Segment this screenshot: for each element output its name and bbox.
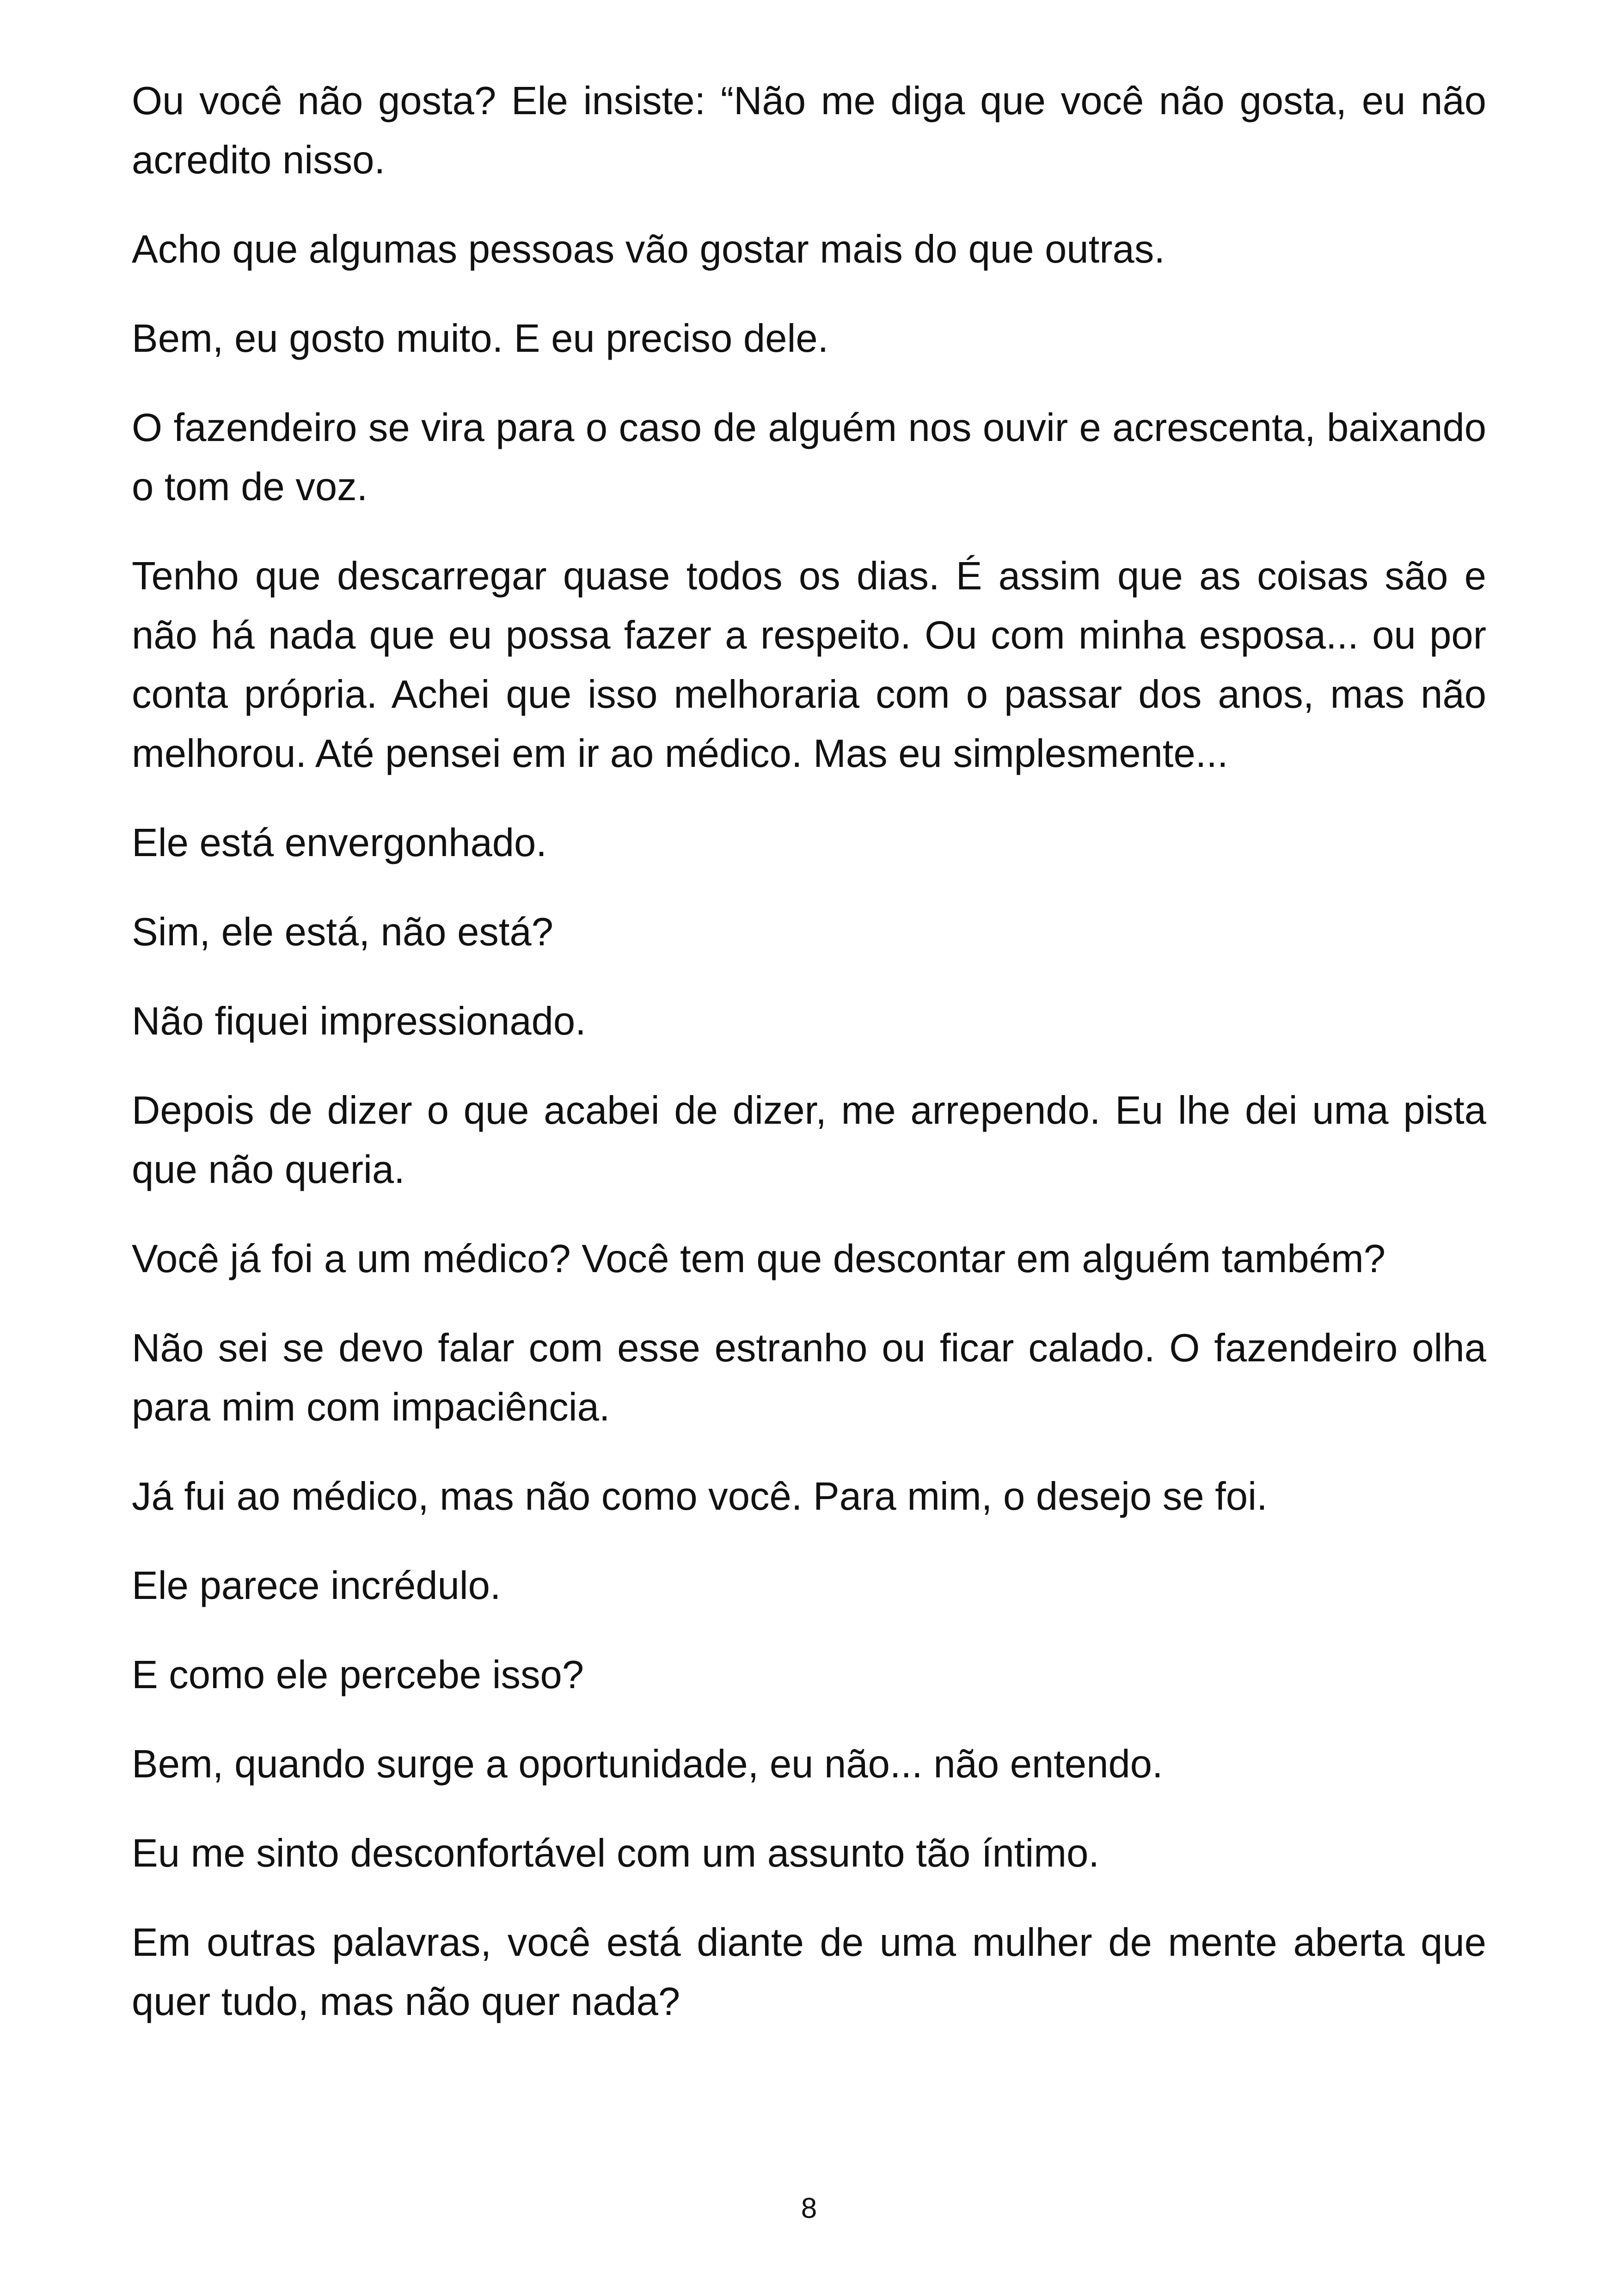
paragraph: Tenho que descarregar quase todos os dias. É assim que as coisas são e não há nada que eu possa fazer a respeito. Ou com minha esposa... ou por conta própria. Achei que isso melhoraria com o passar dos anos, mas não melhorou. Até pensei em ir ao médico. Mas eu simplesmente... bbox=[132, 554, 1486, 776]
paragraph: Ou você não gosta? Ele insiste: “Não me diga que você não gosta, eu não acredito nisso. bbox=[132, 79, 1486, 182]
paragraph: Eu me sinto desconfortável com um assunto tão íntimo. bbox=[132, 1831, 1099, 1875]
page-number: 8 bbox=[801, 2192, 817, 2224]
paragraph: Bem, quando surge a oportunidade, eu não... não entendo. bbox=[132, 1742, 1163, 1786]
paragraph: Bem, eu gosto muito. E eu preciso dele. bbox=[132, 317, 829, 361]
paragraph: Você já foi a um médico? Você tem que descontar em alguém também? bbox=[132, 1237, 1386, 1281]
paragraph: Acho que algumas pessoas vão gostar mais do que outras. bbox=[132, 227, 1165, 271]
paragraph: Depois de dizer o que acabei de dizer, me arrependo. Eu lhe dei uma pista que não queria. bbox=[132, 1089, 1486, 1192]
paragraph: Não fiquei impressionado. bbox=[132, 999, 586, 1043]
paragraph: Ele está envergonhado. bbox=[132, 821, 547, 865]
paragraph: Sim, ele está, não está? bbox=[132, 910, 553, 954]
paragraph: Ele parece incrédulo. bbox=[132, 1564, 501, 1608]
paragraph: Em outras palavras, você está diante de uma mulher de mente aberta que quer tudo, mas não quer nada? bbox=[132, 1921, 1486, 2024]
paragraph: E como ele percebe isso? bbox=[132, 1653, 584, 1697]
paragraph: O fazendeiro se vira para o caso de alguém nos ouvir e acrescenta, baixando o tom de voz. bbox=[132, 406, 1486, 509]
paragraph: Já fui ao médico, mas não como você. Para mim, o desejo se foi. bbox=[132, 1475, 1268, 1518]
paragraph: Não sei se devo falar com esse estranho ou ficar calado. O fazendeiro olha para mim com impaciência. bbox=[132, 1326, 1486, 1429]
body-text bbox=[132, 72, 1486, 2062]
